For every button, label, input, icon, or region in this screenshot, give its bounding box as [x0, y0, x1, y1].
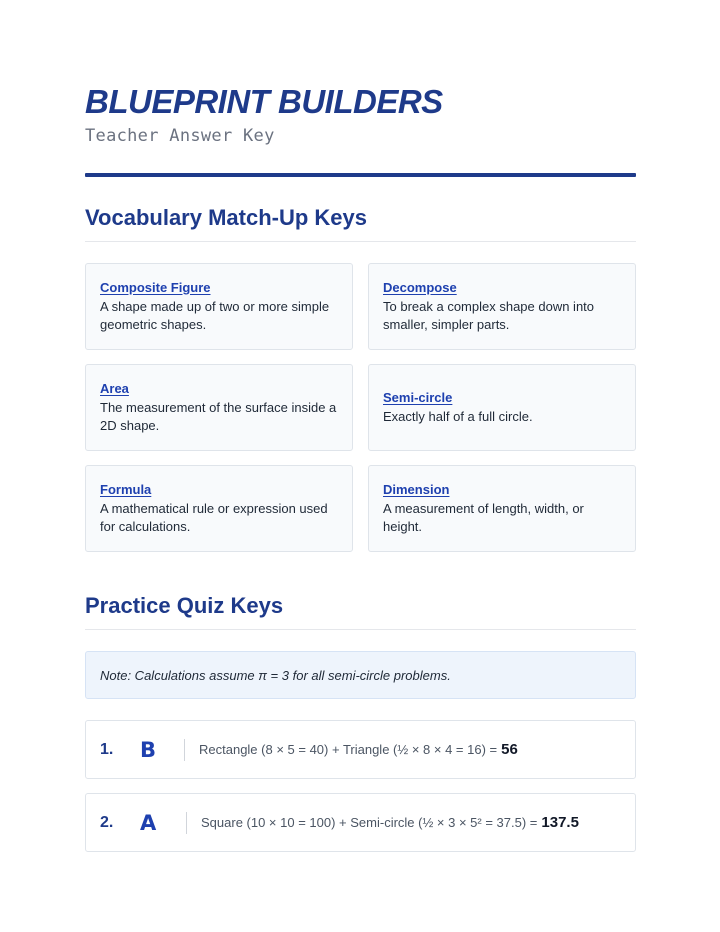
question-number: 2.: [100, 813, 114, 831]
vocab-term: Area: [100, 380, 129, 396]
vocab-term: Decompose: [383, 279, 457, 295]
question-number: 1.: [100, 740, 114, 758]
content-column: [85, 0, 636, 852]
vocab-definition: A measurement of length, width, or height.: [383, 500, 584, 534]
vocab-card: [368, 364, 636, 451]
answer-work: Rectangle (8 × 5 = 40) + Triangle (½ × 8 × 4 = 16) =: [199, 742, 498, 757]
vocab-card: [85, 364, 353, 451]
header-rule: [85, 173, 636, 177]
vocab-definition: A mathematical rule or expression used for calculations.: [100, 500, 328, 534]
page-title: BLUEPRINT BUILDERS: [85, 83, 443, 120]
vocab-definition: The measurement of the surface inside a 2D shape.: [100, 399, 337, 433]
quiz-answer-row: [85, 720, 636, 779]
vocab-card: [368, 263, 636, 350]
answer-letter: A: [140, 810, 157, 835]
answer-result: 56: [501, 741, 518, 758]
answer-divider: [184, 739, 185, 761]
vocab-card: [85, 263, 353, 350]
answer-work: Square (10 × 10 = 100) + Semi-circle (½ × 3 × 5² = 37.5) =: [201, 815, 538, 830]
vocab-grid: [85, 263, 636, 552]
page-subtitle: Teacher Answer Key: [85, 126, 275, 146]
vocab-card: [368, 465, 636, 552]
vocab-term: Composite Figure: [100, 279, 211, 295]
vocab-card: [85, 465, 353, 552]
quiz-answer-row: [85, 793, 636, 852]
pi-assumption-note: Note: Calculations assume π = 3 for all semi-circle problems.: [85, 651, 636, 699]
vocab-definition: Exactly half of a full circle.: [383, 408, 533, 424]
vocab-definition: A shape made up of two or more simple geometric shapes.: [100, 298, 330, 332]
answer-letter: B: [140, 737, 157, 762]
vocab-term: Dimension: [383, 481, 450, 497]
answer-result: 137.5: [541, 814, 579, 831]
vocab-section-title: Vocabulary Match-Up Keys: [85, 205, 636, 242]
vocab-definition: To break a complex shape down into smaller, simpler parts.: [383, 298, 595, 332]
vocab-term: Semi-circle: [383, 389, 453, 405]
vocab-term: Formula: [100, 481, 152, 497]
answer-divider: [186, 812, 187, 834]
quiz-section-title: Practice Quiz Keys: [85, 593, 636, 630]
